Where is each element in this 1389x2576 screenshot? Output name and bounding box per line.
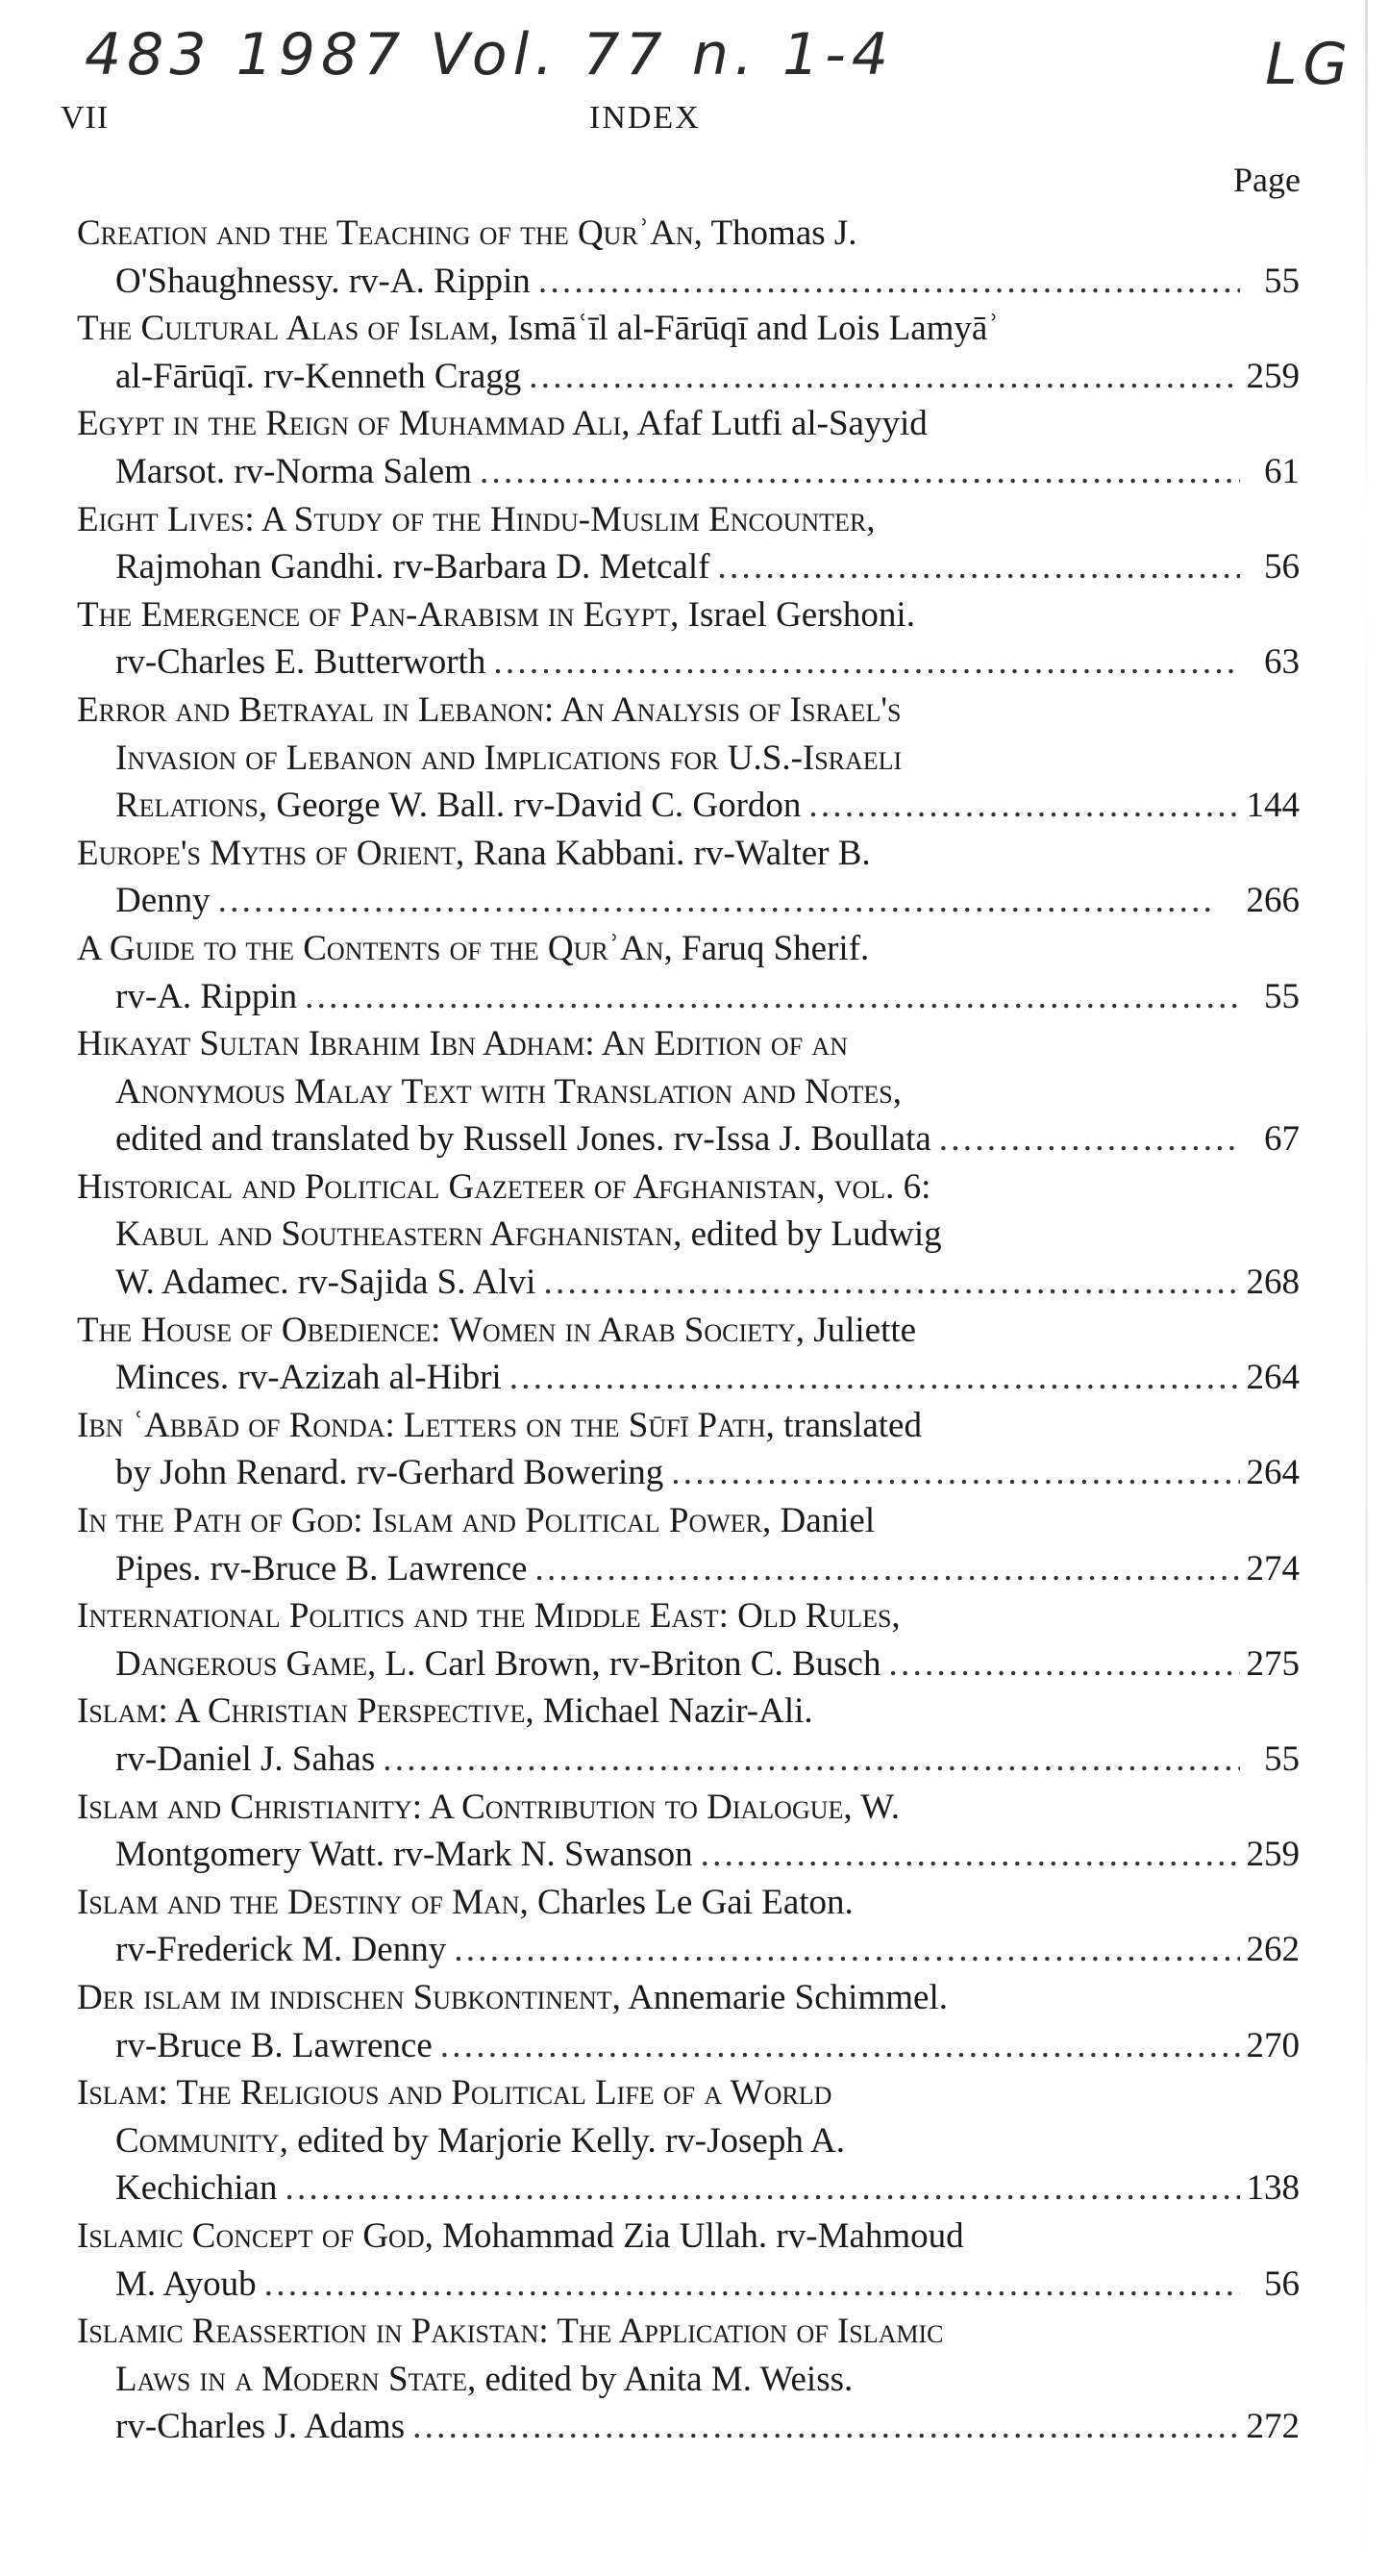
entry-page-number: 264 [1246, 1358, 1300, 1398]
entry-details: , George W. Ball. rv-David C. Gordon [258, 786, 802, 826]
entry-line-text [115, 543, 710, 591]
entry-page-number: 61 [1264, 451, 1300, 491]
dot-leader [881, 1640, 1240, 1688]
index-entry [77, 496, 1300, 591]
entry-line-text [115, 1259, 535, 1307]
entry-details: , edited by Anita M. Weiss. [467, 2359, 854, 2399]
entry-details: W. Adamec. rv-Sajida S. Alvi [115, 1263, 536, 1303]
entry-line-text [77, 2216, 964, 2256]
entry-line [77, 877, 1300, 925]
entry-line [77, 1926, 1300, 1974]
entry-line-text [115, 2164, 277, 2213]
entry-details: al-Fārūqī. rv-Kenneth Cragg [115, 356, 522, 396]
entry-line [77, 1020, 1300, 1068]
entry-line-text [77, 595, 915, 635]
index-entry [77, 1592, 1300, 1688]
entry-line-text [115, 1214, 942, 1254]
entry-line-text [115, 1449, 663, 1497]
dot-leader [527, 1545, 1240, 1593]
entry-details: , edited by Marjorie Kelly. rv-Joseph A. [279, 2120, 846, 2161]
entry-details: rv-Daniel J. Sahas [115, 1739, 376, 1779]
entry-line [77, 210, 1300, 258]
entry-details: , [866, 499, 876, 539]
entry-line-text [115, 2261, 257, 2309]
index-entry [77, 2308, 1300, 2451]
index-entry [77, 2069, 1300, 2213]
entry-line [77, 1163, 1300, 1212]
index-entry [77, 1020, 1300, 1163]
dot-leader [257, 2261, 1240, 2309]
entry-line [77, 2164, 1300, 2213]
entry-page-number: 67 [1264, 1119, 1300, 1160]
entry-line-text [77, 1167, 930, 1207]
entry-details: Kechichian [115, 2168, 278, 2209]
index-entry [77, 1879, 1300, 1974]
entry-line-text [77, 1024, 848, 1063]
index-entry [77, 2213, 1300, 2308]
entry-details: , edited by Ludwig [673, 1214, 942, 1255]
dot-leader [446, 1926, 1240, 1974]
entry-line [77, 448, 1300, 496]
entry-line-text [77, 834, 871, 873]
index-entry [77, 1497, 1300, 1592]
entry-line [77, 1879, 1300, 1927]
dot-leader [375, 1736, 1240, 1784]
entry-line [77, 1497, 1300, 1545]
entry-line [77, 638, 1300, 687]
entry-line-text [77, 213, 857, 253]
entry-line [77, 687, 1300, 735]
entry-line [77, 973, 1300, 1021]
entry-title: Europe's Myths of Orient [77, 833, 457, 873]
index-entry [77, 687, 1300, 830]
entry-line [77, 353, 1300, 401]
index-entry [77, 1307, 1300, 1402]
entry-details: , [892, 1071, 902, 1112]
dot-leader [931, 1115, 1240, 1163]
entry-line-text [115, 1736, 375, 1784]
entry-title: Anonymous Malay Text with Translation and Notes [115, 1071, 893, 1112]
entry-details: rv-Charles J. Adams [115, 2407, 406, 2447]
entry-line [77, 496, 1300, 544]
index-entry [77, 1163, 1300, 1307]
entry-details: , Rana Kabbani. rv-Walter B. [456, 833, 871, 873]
dot-leader [693, 1831, 1240, 1879]
entry-line [77, 782, 1300, 830]
dot-leader [485, 638, 1240, 687]
entry-line-text [115, 738, 902, 778]
entry-title: In the Path of God: Islam and Political Power [77, 1501, 762, 1541]
entry-line [77, 2213, 1300, 2261]
entry-details: , Annemarie Schimmel. [611, 1977, 948, 2017]
entry-line [77, 830, 1300, 878]
index-entry [77, 1974, 1300, 2069]
entry-line-text [77, 1883, 854, 1922]
index-entry [77, 1688, 1300, 1783]
volume-number: VII [61, 100, 110, 136]
entry-line [77, 543, 1300, 591]
entry-line-text [77, 500, 876, 539]
dot-leader [535, 1259, 1240, 1307]
entry-line-text [115, 1926, 446, 1974]
entry-title: Ibn ʿAbbād of Ronda: Letters on the Sūfī Path [77, 1405, 766, 1445]
entry-line-text [115, 973, 297, 1021]
entry-title: Community [115, 2120, 280, 2161]
entry-line-text [115, 1640, 881, 1688]
entry-page-number: 266 [1246, 881, 1300, 921]
entry-details: , L. Carl Brown, rv-Briton C. Busch [367, 1643, 881, 1684]
dot-leader [801, 782, 1240, 830]
entry-title: Historical and Political Gazeteer of Afghanistan, vol. 6: [77, 1166, 931, 1207]
entry-line-text [77, 1501, 875, 1540]
entry-line [77, 1259, 1300, 1307]
entry-details: Montgomery Watt. rv-Mark N. Swanson [115, 1835, 693, 1875]
entry-title: Islamic Reassertion in Pakistan: The Application of Islamic [77, 2312, 944, 2352]
entry-line [77, 1402, 1300, 1450]
entry-line-text [115, 2360, 853, 2399]
entry-title: Islamic Concept of God [77, 2215, 425, 2256]
entry-line-text [115, 448, 472, 496]
entry-line [77, 400, 1300, 448]
entry-line-text [115, 1072, 902, 1112]
entry-details: , Afaf Lutfi al-Sayyid [621, 404, 928, 444]
entry-details: , Israel Gershoni. [670, 594, 915, 635]
entry-details: O'Shaughnessy. rv-A. Rippin [115, 261, 531, 301]
dot-leader [277, 2164, 1240, 2213]
entry-line-text [115, 1831, 693, 1879]
entry-line-text [115, 638, 485, 687]
handwritten-code: LG [1265, 31, 1353, 98]
entry-title: Islam and the Destiny of Man [77, 1882, 520, 1922]
dot-leader [297, 973, 1240, 1021]
entry-title: Dangerous Game [115, 1643, 368, 1684]
entry-line-text [115, 1354, 502, 1402]
entry-page-number: 272 [1246, 2407, 1300, 2447]
entry-line-text [115, 1115, 931, 1163]
entry-page-number: 138 [1246, 2168, 1300, 2209]
entry-page-number: 259 [1246, 1835, 1300, 1875]
entry-line-text [77, 1691, 813, 1731]
entry-page-number: 56 [1264, 2263, 1300, 2304]
dot-leader [531, 258, 1240, 306]
entry-page-number: 56 [1264, 547, 1300, 588]
entry-title: The Emergence of Pan-Arabism in Egypt [77, 594, 671, 635]
entry-details: rv-Bruce B. Lawrence [115, 2025, 433, 2065]
entry-line [77, 1592, 1300, 1640]
entry-line-text [115, 258, 531, 306]
entry-page-number: 259 [1246, 356, 1300, 396]
entry-page-number: 264 [1246, 1453, 1300, 1493]
page-column-label: Page [1233, 161, 1301, 199]
entry-page-number: 270 [1246, 2025, 1300, 2065]
index-entry [77, 925, 1300, 1020]
entry-line-text [77, 1311, 916, 1350]
entry-page-number: 63 [1264, 642, 1300, 683]
entry-line [77, 2069, 1300, 2117]
entry-details: , Mohammad Zia Ullah. rv-Mahmoud [424, 2215, 964, 2256]
entry-page-number: 144 [1246, 786, 1300, 826]
dot-leader [433, 2022, 1240, 2070]
entry-title: Egypt in the Reign of Muhammad Ali [77, 404, 622, 444]
index-entry [77, 591, 1300, 687]
entry-details: Denny [115, 881, 211, 921]
entry-line-text [77, 1596, 901, 1636]
entry-title: Laws in a Modern State [115, 2359, 467, 2399]
entry-details: , Faruq Sherif. [663, 928, 870, 968]
index-entry [77, 1784, 1300, 1879]
entry-line [77, 591, 1300, 639]
entry-line [77, 1115, 1300, 1163]
entry-line [77, 1831, 1300, 1879]
entry-line [77, 2308, 1300, 2356]
dot-leader [211, 877, 1240, 925]
entry-details: , Ismāʿīl al-Fārūqī and Lois Lamyāʾ [489, 309, 1000, 349]
entry-title: The Cultural Alas of Islam [77, 309, 490, 349]
entry-page-number: 275 [1246, 1643, 1300, 1684]
index-entry [77, 210, 1300, 305]
entry-line [77, 2117, 1300, 2165]
entry-line [77, 1068, 1300, 1116]
entry-details: , W. [843, 1787, 900, 1827]
entry-details: by John Renard. rv-Gerhard Bowering [115, 1453, 664, 1493]
entry-details: Rajmohan Gandhi. rv-Barbara D. Metcalf [115, 547, 710, 588]
entry-details: edited and translated by Russell Jones. rv-Issa J. Boullata [115, 1119, 931, 1160]
index-entries [77, 210, 1300, 2451]
entry-title: The House of Obedience: Women in Arab Society [77, 1310, 796, 1350]
entry-details: , Michael Nazir-Ali. [525, 1691, 813, 1732]
entry-details: , Juliette [795, 1310, 917, 1350]
entry-title: Kabul and Southeastern Afghanistan [115, 1214, 674, 1255]
entry-line [77, 1974, 1300, 2022]
entry-line [77, 1211, 1300, 1259]
entry-line-text [77, 404, 928, 443]
entry-line [77, 735, 1300, 783]
entry-line [77, 1354, 1300, 1402]
entry-title: Der islam im indischen Subkontinent [77, 1977, 612, 2017]
entry-line [77, 1449, 1300, 1497]
entry-line [77, 1640, 1300, 1688]
entry-line-text [77, 2312, 944, 2351]
entry-page-number: 262 [1246, 1930, 1300, 1970]
entry-line [77, 305, 1300, 353]
entry-line [77, 2356, 1300, 2404]
entry-line-text [115, 782, 801, 830]
entry-details: Pipes. rv-Bruce B. Lawrence [115, 1548, 528, 1588]
entry-details: M. Ayoub [115, 2263, 257, 2304]
entry-details: , Thomas J. [693, 213, 857, 253]
entry-page-number: 268 [1246, 1263, 1300, 1303]
entry-line [77, 1688, 1300, 1736]
entry-title: Creation and the Teaching of the QurʾAn [77, 213, 694, 253]
dot-leader [663, 1449, 1240, 1497]
entry-line-text [115, 2022, 433, 2070]
dot-leader [405, 2403, 1240, 2451]
entry-title: Invasion of Lebanon and Implications for U.S.-Israeli [115, 738, 903, 778]
entry-details: , Daniel [762, 1501, 876, 1541]
entry-line-text [77, 2073, 831, 2113]
entry-line-text [115, 877, 211, 925]
index-entry [77, 305, 1300, 400]
entry-line-text [77, 1978, 948, 2017]
entry-line [77, 258, 1300, 306]
dot-leader [502, 1354, 1240, 1402]
entry-line-text [77, 1406, 922, 1445]
entry-details: , Charles Le Gai Eaton. [519, 1882, 854, 1922]
entry-title: Islam: A Christian Perspective [77, 1691, 526, 1732]
entry-line [77, 2261, 1300, 2309]
entry-line-text [77, 929, 869, 968]
entry-line-text [115, 1545, 527, 1593]
entry-line-text [115, 2121, 845, 2161]
entry-title: Islam: The Religious and Political Life of a World [77, 2073, 832, 2113]
entry-line-text [77, 1788, 900, 1827]
handwritten-call-number: 483 1987 Vol. 77 n. 1-4 [85, 21, 895, 88]
entry-line [77, 1545, 1300, 1593]
dot-leader [710, 543, 1240, 591]
entry-line [77, 1784, 1300, 1832]
entry-title: Hikayat Sultan Ibrahim Ibn Adham: An Edition of an [77, 1024, 848, 1064]
entry-details: rv-Frederick M. Denny [115, 1930, 447, 1970]
index-entry [77, 400, 1300, 495]
dot-leader [521, 353, 1240, 401]
entry-details: , translated [765, 1405, 922, 1445]
entry-line [77, 925, 1300, 973]
entry-title: Relations [115, 786, 259, 826]
entry-page-number: 274 [1246, 1548, 1300, 1588]
scan-edge [1365, 0, 1368, 2576]
entry-title: Islam and Christianity: A Contribution to Dialogue [77, 1787, 844, 1827]
entry-title: A Guide to the Contents of the QurʾAn [77, 928, 664, 968]
page-title: INDEX [589, 100, 701, 136]
entry-details: rv-Charles E. Butterworth [115, 642, 486, 683]
entry-details: Minces. rv-Azizah al-Hibri [115, 1358, 502, 1398]
dot-leader [472, 448, 1240, 496]
entry-line-text [115, 2403, 405, 2451]
entry-line-text [77, 690, 901, 730]
index-entry [77, 1402, 1300, 1497]
entry-page-number: 55 [1264, 261, 1300, 301]
entry-line [77, 1736, 1300, 1784]
entry-line-text [115, 353, 521, 401]
index-entry [77, 830, 1300, 925]
entry-page-number: 55 [1264, 976, 1300, 1016]
entry-details: rv-A. Rippin [115, 976, 298, 1016]
entry-title: International Politics and the Middle East: Old Rules, [77, 1596, 901, 1637]
entry-line [77, 2022, 1300, 2070]
entry-line [77, 2403, 1300, 2451]
entry-page-number: 55 [1264, 1739, 1300, 1779]
entry-line-text [77, 309, 1000, 348]
entry-line [77, 1307, 1300, 1355]
entry-title: Error and Betrayal in Lebanon: An Analysis of Israel's [77, 689, 902, 730]
entry-details: Marsot. rv-Norma Salem [115, 451, 472, 491]
entry-title: Eight Lives: A Study of the Hindu-Muslim Encounter [77, 499, 867, 539]
